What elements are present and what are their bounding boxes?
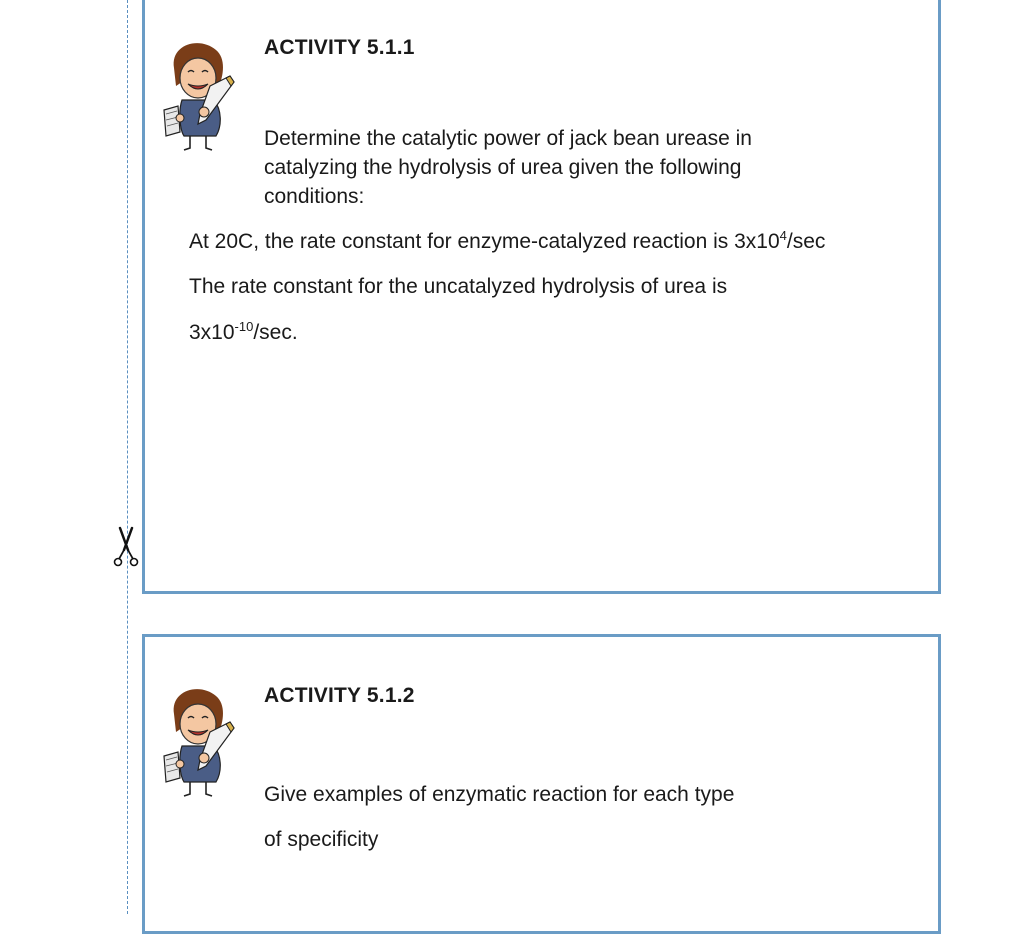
uncatalyzed-rate-value	[189, 318, 298, 347]
scissors-icon	[112, 526, 140, 568]
activity-instructions	[264, 772, 734, 862]
rate-value-text: 3x10	[189, 321, 235, 344]
exponent: -10	[234, 319, 254, 334]
unit-text: /sec.	[253, 321, 298, 344]
cut-line	[127, 0, 128, 914]
activity-instructions	[264, 124, 752, 211]
activity-title: ACTIVITY 5.1.1	[264, 36, 415, 59]
instruction-line: catalyzing the hydrolysis of urea given the following	[264, 156, 742, 179]
exponent: 4	[779, 228, 787, 243]
instruction-line: conditions:	[264, 185, 365, 208]
instruction-line: of specificity	[264, 828, 379, 851]
enzyme-rate-line	[189, 227, 946, 256]
teacher-with-pencil-icon	[160, 36, 238, 154]
instruction-line: Determine the catalytic power of jack bean urease in	[264, 127, 752, 150]
unit-text: /sec	[786, 230, 826, 253]
activity-title: ACTIVITY 5.1.2	[264, 684, 415, 707]
uncatalyzed-rate-line: The rate constant for the uncatalyzed hydrolysis of urea is	[189, 275, 728, 298]
instruction-line: Give examples of enzymatic reaction for each type	[264, 783, 735, 806]
teacher-with-pencil-icon	[160, 682, 238, 800]
enzyme-rate-text: At 20C, the rate constant for enzyme-catalyzed reaction is 3x10	[189, 230, 780, 253]
